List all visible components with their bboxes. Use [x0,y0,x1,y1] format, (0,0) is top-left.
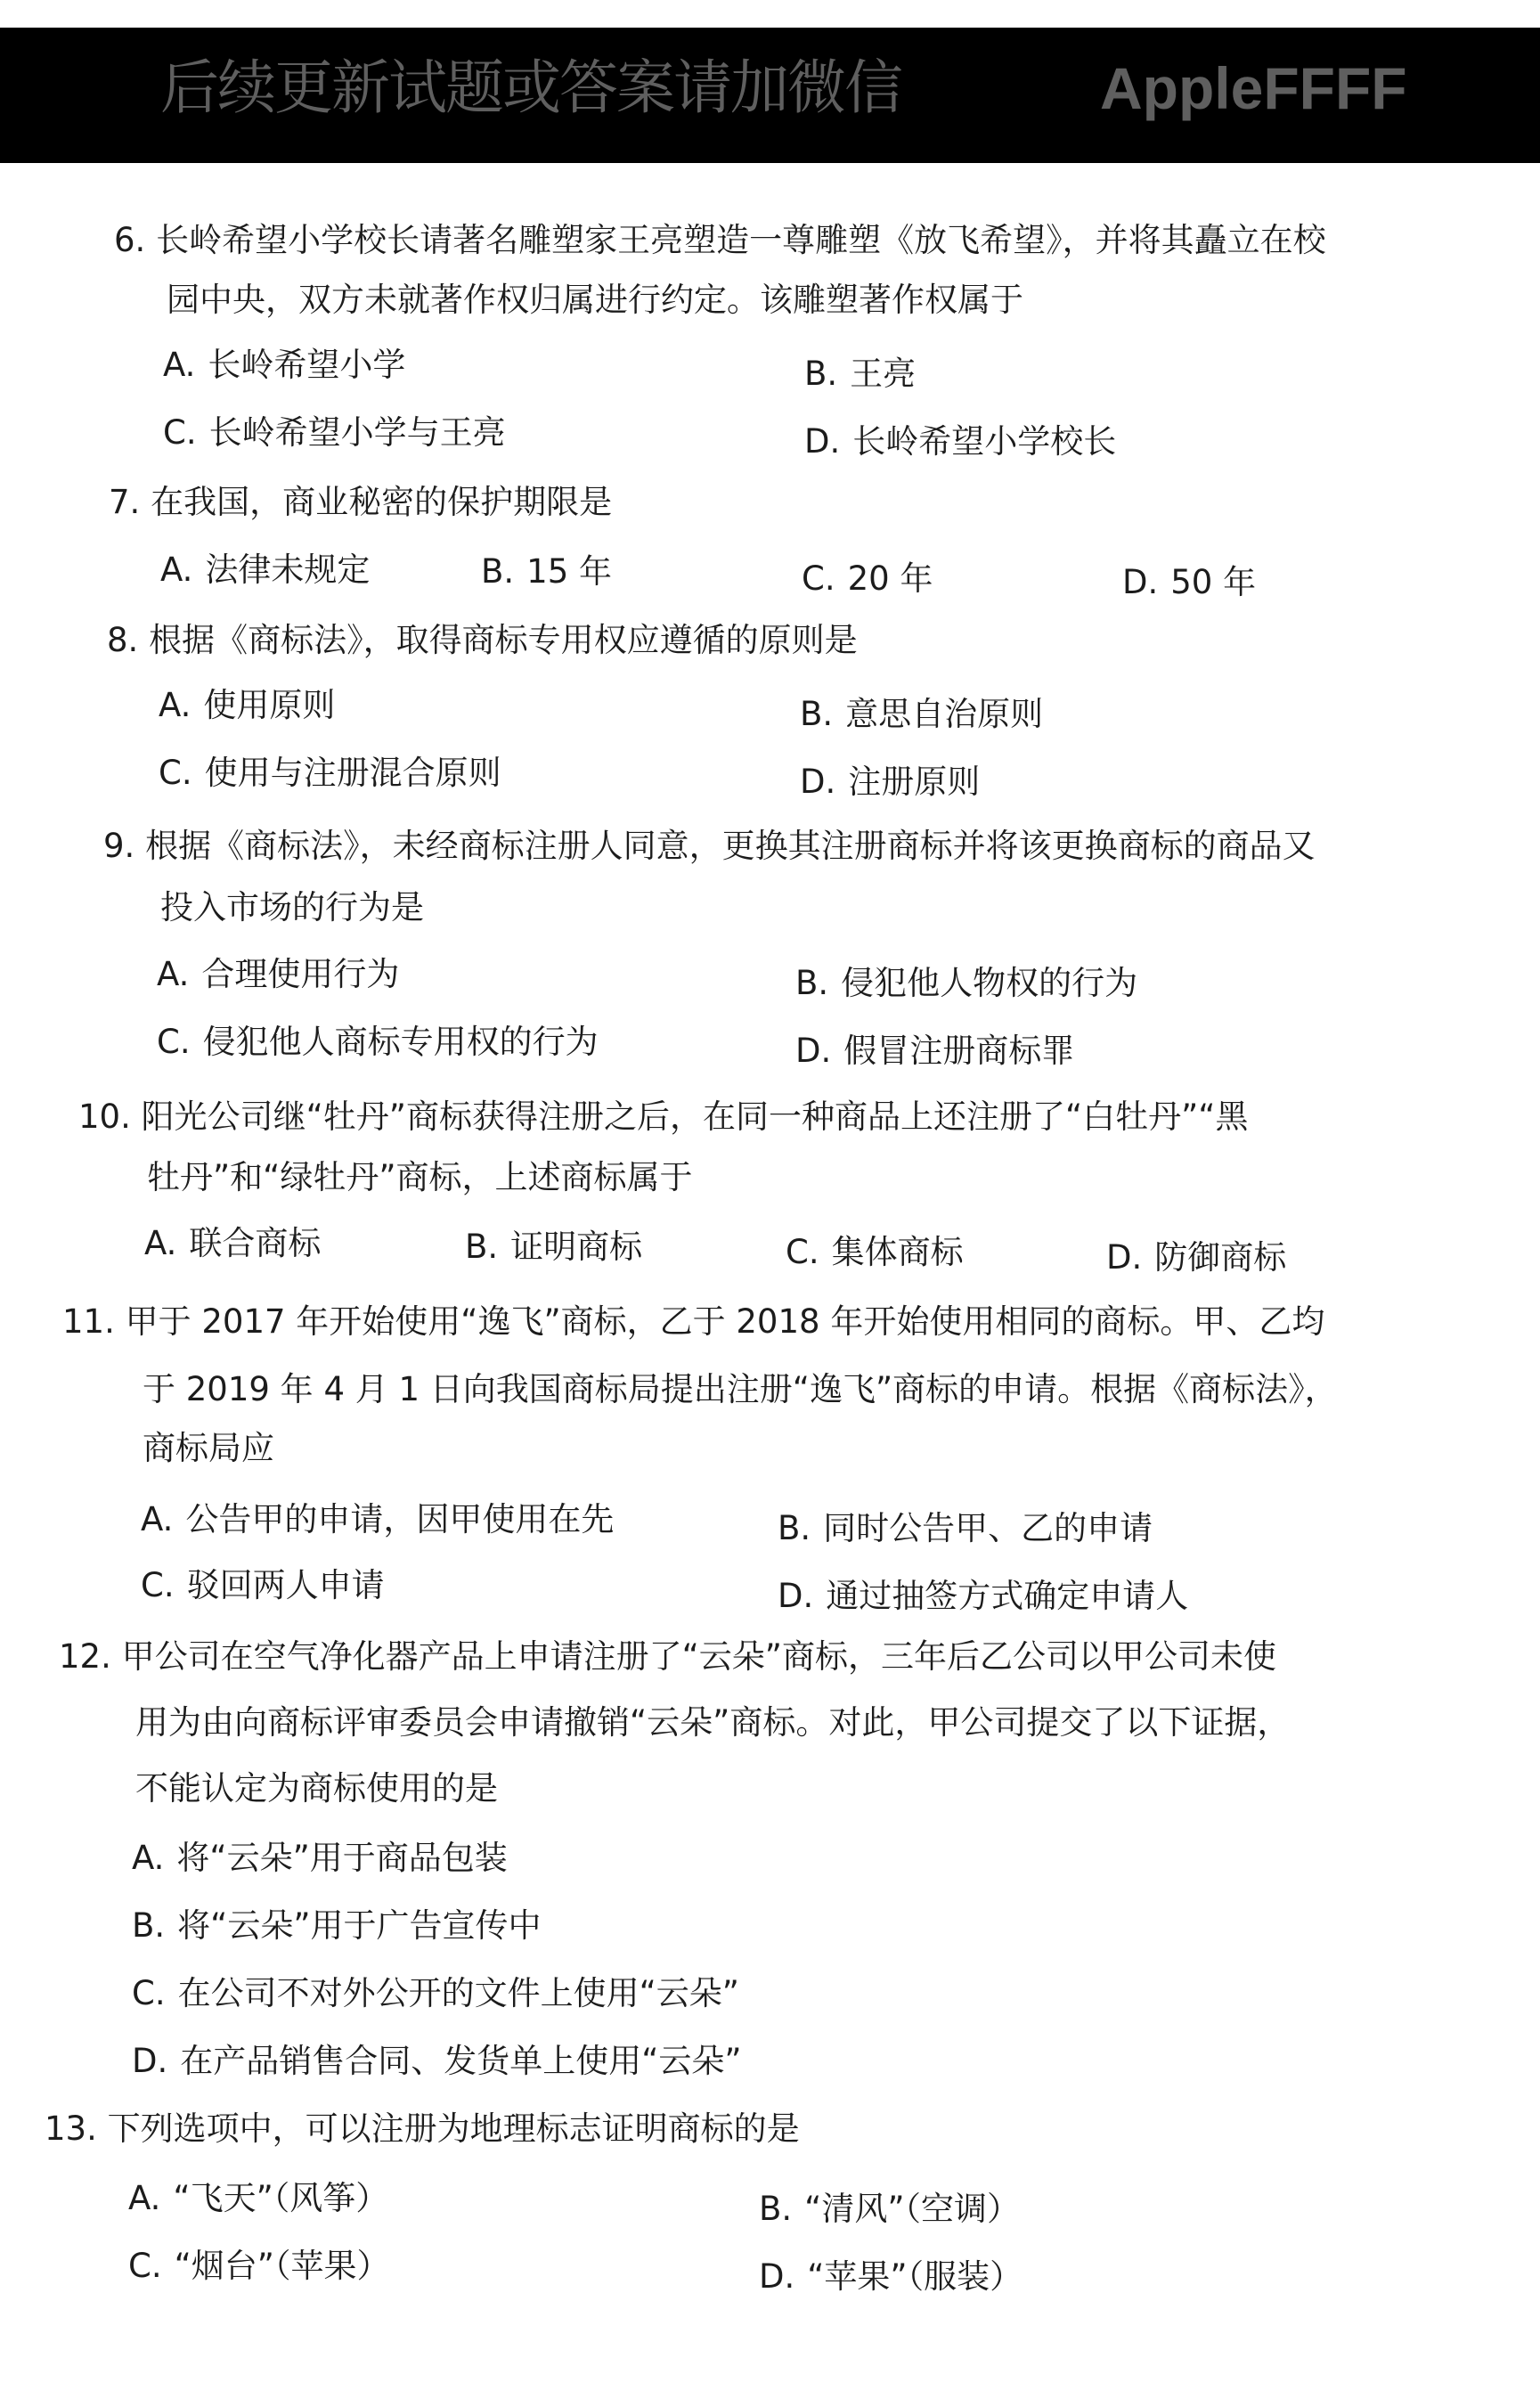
option-b[interactable] [778,1509,1153,1548]
question-stem-line [45,2109,800,2149]
option-text: 使用原则 [203,686,336,724]
question-number: 6. [114,221,146,259]
option-letter: A. [141,1500,174,1538]
option-letter: D. [759,2257,795,2296]
option-d[interactable] [800,763,980,802]
option-b[interactable] [795,964,1137,1003]
option-text: 同时公告甲、乙的申请 [823,1509,1153,1547]
question-stem-line [114,221,1326,260]
option-text: 联合商标 [189,1224,322,1262]
option-text: 20 年 [847,559,933,598]
option-letter: B. [465,1228,499,1266]
option-a[interactable] [157,955,399,994]
option-d[interactable] [132,2042,742,2081]
option-letter: C. [141,1566,175,1604]
option-letter: A. [163,346,196,384]
option-letter: A. [144,1224,177,1262]
question-text: 根据《商标法》，取得商标专用权应遵循的原则是 [149,621,858,659]
option-d[interactable] [1106,1238,1286,1277]
option-letter: C. [128,2247,162,2285]
option-d[interactable] [778,1577,1188,1616]
option-text: 侵犯他人物权的行为 [841,964,1138,1002]
option-letter: A. [160,551,193,589]
option-text: 注册原则 [848,763,981,801]
option-text: “飞天”（风筝） [173,2179,389,2217]
option-letter: D. [795,1032,832,1070]
question-text: 在我国，商业秘密的保护期限是 [151,483,613,521]
option-b[interactable] [481,552,612,592]
option-text: 公告甲的申请，因甲使用在先 [185,1500,615,1538]
option-text: 防御商标 [1154,1238,1287,1277]
option-letter: D. [1122,563,1159,601]
question-text: 长岭希望小学校长请著名雕塑家王亮塑造一尊雕塑《放飞希望》，并将其矗立在校 [156,221,1326,259]
question-stem-line: 于 2019 年 4 月 1 日向我国商标局提出注册“逸飞”商标的申请。根据《商标法》， [143,1370,1338,1408]
option-letter: A. [159,686,191,724]
option-text: 将“云朵”用于商品包装 [176,1839,508,1877]
option-d[interactable] [1122,563,1256,602]
option-letter: B. [795,964,829,1002]
option-b[interactable] [132,1906,542,1946]
question-number: 11. [62,1302,115,1341]
option-c[interactable] [802,559,933,599]
option-c[interactable] [157,1023,599,1062]
option-text: 通过抽签方式确定申请人 [826,1577,1189,1615]
question-stem-line: 牡丹”和“绿牡丹”商标，上述商标属于 [147,1158,693,1196]
option-text: 50 年 [1170,563,1257,601]
option-d[interactable] [759,2257,1023,2297]
option-d[interactable] [804,422,1116,461]
banner-text-wechat-id: AppleFFFF [1100,55,1407,121]
option-text: 使用与注册混合原则 [204,754,501,792]
banner-text-cn: 后续更新试题或答案请加微信 [160,53,901,122]
question-number: 13. [45,2109,97,2148]
option-text: 长岭希望小学与王亮 [208,413,506,452]
question-stem-line [78,1098,1248,1137]
option-letter: C. [157,1023,191,1061]
option-a[interactable] [132,1839,508,1878]
option-text: 15 年 [526,552,612,591]
option-letter: B. [804,355,838,393]
option-letter: D. [1106,1238,1143,1277]
question-stem-line-emphasis: 不能认定为商标使用的是 [135,1769,498,1807]
option-text: 意思自治原则 [845,695,1044,733]
option-text: 驳回两人申请 [186,1566,385,1604]
option-a[interactable] [159,686,335,725]
question-stem-line [62,1302,1324,1342]
question-text: 甲于 2017 年开始使用“逸飞”商标，乙于 2018 年开始使用相同的商标。甲、乙均 [125,1302,1325,1341]
option-letter: B. [759,2190,793,2228]
option-c[interactable] [163,413,506,453]
option-a[interactable] [141,1500,614,1539]
option-letter: B. [778,1509,811,1547]
option-a[interactable] [160,551,370,590]
question-number: 9. [103,827,135,865]
option-text: 在公司不对外公开的文件上使用“云朵” [177,1974,739,2012]
option-a[interactable] [163,346,405,385]
option-c[interactable] [141,1566,385,1605]
option-letter: A. [132,1839,165,1877]
option-text: “清风”（空调） [804,2190,1020,2228]
watermark-banner [0,28,1540,163]
option-text: 长岭希望小学校长 [852,422,1117,461]
question-text: 下列选项中，可以注册为地理标志证明商标的是 [107,2109,800,2148]
question-stem-line: 商标局应 [143,1429,274,1467]
option-text: 长岭希望小学 [208,346,406,384]
question-number: 8. [107,621,139,659]
option-letter: A. [157,955,190,993]
option-c[interactable] [159,754,501,793]
option-text: 将“云朵”用于广告宣传中 [177,1906,542,1945]
question-number: 7. [109,483,141,521]
question-number: 12. [59,1637,111,1676]
option-letter: B. [481,552,515,591]
option-b[interactable] [759,2190,1020,2229]
question-stem-line: 园中央，双方未就著作权归属进行约定。该雕塑著作权属于 [167,281,1023,319]
question-stem-line: 用为由向商标评审委员会申请撤销“云朵”商标。对此，甲公司提交了以下证据， [135,1703,1291,1742]
option-letter: B. [132,1906,166,1945]
option-letter: B. [800,695,834,733]
option-letter: D. [804,422,841,461]
option-letter: C. [132,1974,166,2012]
option-letter: C. [163,413,197,452]
question-stem-line [107,621,858,660]
option-d[interactable] [795,1032,1074,1071]
option-text: 侵犯他人商标专用权的行为 [202,1023,599,1061]
question-text: 阳光公司继“牡丹”商标获得注册之后，在同一种商品上还注册了“白牡丹”“黑 [141,1098,1249,1136]
option-c[interactable] [786,1233,964,1272]
option-c[interactable] [132,1974,739,2013]
option-text: 假冒注册商标罪 [843,1032,1075,1070]
question-number: 10. [78,1098,131,1136]
question-text: 甲公司在空气净化器产品上申请注册了“云朵”商标，三年后乙公司以甲公司未使 [121,1637,1276,1676]
option-text: 合理使用行为 [201,955,400,993]
option-a[interactable] [144,1224,321,1263]
option-text: 法律未规定 [205,551,371,589]
question-stem-line [59,1637,1276,1677]
option-letter: D. [800,763,836,801]
question-stem-line [103,827,1316,866]
option-text: 证明商标 [510,1228,643,1266]
option-letter: D. [132,2042,168,2080]
option-letter: C. [159,754,192,792]
option-letter: D. [778,1577,814,1615]
option-text: 集体商标 [831,1233,964,1271]
question-text: 根据《商标法》，未经商标注册人同意，更换其注册商标并将该更换商标的商品又 [145,827,1316,865]
option-text: “烟台”（苹果） [174,2247,390,2285]
option-text: 在产品销售合同、发货单上使用“云朵” [180,2042,742,2080]
option-c[interactable] [128,2247,389,2286]
option-text: 王亮 [850,355,917,393]
question-stem-line [109,483,612,522]
option-text: “苹果”（服装） [807,2257,1023,2296]
option-letter: C. [786,1233,819,1271]
question-stem-line: 投入市场的行为是 [160,888,424,926]
option-b[interactable] [800,695,1043,734]
option-letter: C. [802,559,835,598]
option-letter: A. [128,2179,161,2217]
option-a[interactable] [128,2179,388,2218]
option-b[interactable] [465,1228,642,1267]
option-b[interactable] [804,355,916,394]
